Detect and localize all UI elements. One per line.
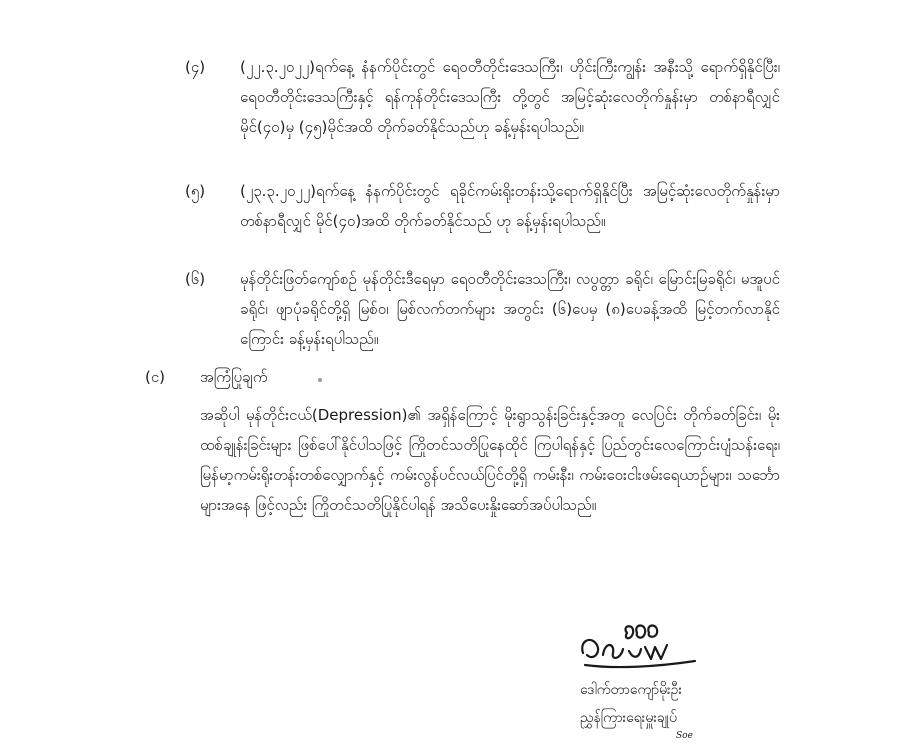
item-text: (၂၂.၃.၂၀၂၂)ရက်နေ့ နံနက်ပိုင်းတွင် ရေဝတီတိုင်းဒေသကြီး၊ ဟိုင်းကြီးကျွန်း အနီးသို့ ရောက်ရှိနိုင်ပြီး၊ ရေဝတီတိုင်းဒေသကြီးနှင့် ရန်ကုန်တိုင်းဒေသကြီး တို့တွင် အမြင့်ဆုံးလေတိုက်နှုန်းမှာ တစ်နာရီလျှင် မိုင်(၄၀)မှ (၄၅)မိုင်အထိ တိုက်ခတ်နိုင်သည်ဟု ခန့်မှန်းရပါသည်။ xyxy=(240,58,780,136)
item-number: (၅) xyxy=(185,182,206,200)
scan-speck xyxy=(318,378,322,382)
signatory-title: ညွှန်ကြားရေးမှူးချုပ် xyxy=(580,710,677,726)
item-number: (၄) xyxy=(185,58,206,76)
recommendation-paragraph: အဆိုပါ မုန်တိုင်းငယ်(Depression)၏ အရှိန်ကြောင့် မိုးရွာသွန်းခြင်းနှင့်အတူ လေပြင်း တိုက်ခတ်ခြင်း၊ မိုးထစ်ချုန်းခြင်းများ ဖြစ်ပေါ်နိုင်ပါသဖြင့် ကြိုတင်သတိပြုနေထိုင် ကြပါရန်နှင့် ပြည်တွင်းလေကြောင်းပျံသန်းရေး၊ မြန်မာ့ကမ်းရိုးတန်းတစ်လျှောက်နှင့် ကမ်းလွန်ပင်လယ်ပြင်တို့ရှိ ကမ်းနီး၊ ကမ်းဝေးငါးဖမ်းရေယာဉ်များ၊ သင်္ဘောများအနေ ဖြင့်လည်း ကြိုတင်သတိပြုနိုင်ပါရန် အသိပေးနှိုးဆော်အပ်ပါသည်။ xyxy=(200,406,780,514)
handwritten-note: Soe xyxy=(676,731,693,741)
item-number: (၆) xyxy=(185,270,206,288)
item-text: မုန်တိုင်းဖြတ်ကျော်စဉ် မုန်တိုင်းဒီရေမှာ ရေဝတီတိုင်းဒေသကြီး၊ လပွတ္တာ ခရိုင်၊ မြောင်းမြခရိုင်၊ မအူပင်ခရိုင်၊ ဖျာပုံခရိုင်တို့ရှိ မြစ်ဝ၊ မြစ်လက်တက်များ အတွင်း (၆)ပေမှ (၈)ပေခန့်အထိ မြင့်တက်လာနိုင်ကြောင်း ခန့်မှန်းရပါသည်။ xyxy=(240,270,780,348)
signatory-name: ဒေါက်တာကျော်မိုးဦး xyxy=(580,682,683,698)
section-number: (င) xyxy=(145,368,166,386)
section-title: အကြံပြုချက် xyxy=(200,368,268,386)
handwritten-signature xyxy=(575,615,705,675)
item-text: (၂၃.၃.၂၀၂၂)ရက်နေ့ နံနက်ပိုင်းတွင် ရခိုင်ကမ်းရိုးတန်းသို့ရောက်ရှိနိုင်ပြီး အမြင့်ဆုံးလေတိုက်နှုန်းမှာ တစ်နာရီလျှင် မိုင်(၄၀)အထိ တိုက်ခတ်နိုင်သည် ဟု ခန့်မှန်းရပါသည်။ xyxy=(240,182,780,230)
